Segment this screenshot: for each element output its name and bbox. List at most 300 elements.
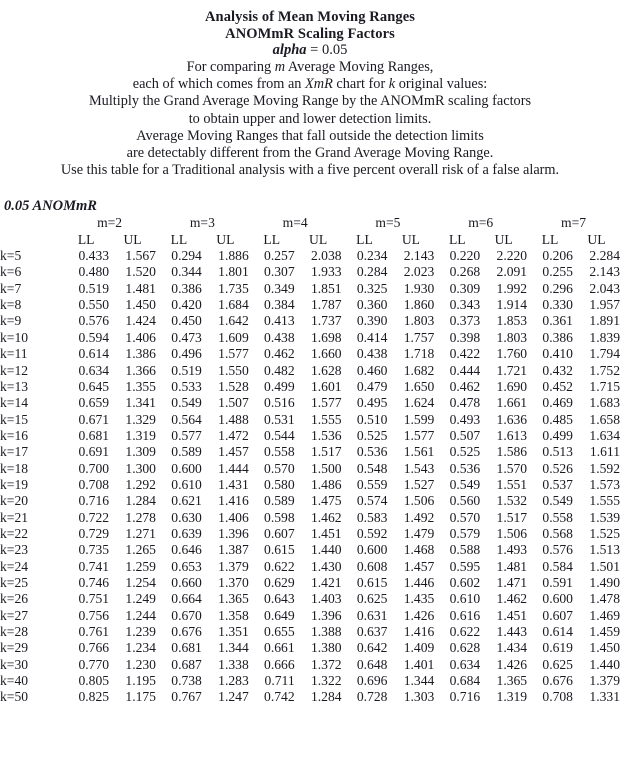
cell-ul-m2: 1.239 [125, 624, 156, 640]
cell-ul-m3: 1.351 [218, 624, 249, 640]
cell-ll-m5: 0.525 [356, 427, 388, 443]
cell-ul-m2: 1.450 [125, 297, 156, 313]
cell-ll-m4: 0.607 [264, 525, 295, 541]
cell-ll-m4: 0.349 [264, 280, 295, 296]
page-subtitle: ANOMmR Scaling Factors [225, 25, 395, 42]
cell-ul-m6: 2.091 [496, 264, 528, 280]
cell-ll-m2: 0.751 [78, 591, 110, 607]
row-label: k=40 [0, 673, 29, 689]
cell-ll-m5: 0.559 [356, 476, 388, 492]
cell-ul-m2: 1.319 [125, 427, 156, 443]
cell-ll-m2: 0.634 [78, 362, 110, 378]
cell-ul-m3: 1.431 [218, 476, 249, 492]
cell-ll-m7: 0.537 [542, 476, 573, 492]
cell-ll-m7: 0.526 [542, 460, 573, 476]
row-label: k=24 [0, 558, 29, 574]
document-header [0, 0, 620, 179]
cell-ul-m3: 1.507 [218, 395, 249, 411]
cell-ll-m2: 0.576 [78, 313, 110, 329]
cell-ul-m3: 1.416 [218, 493, 249, 509]
description-line-2 [0, 76, 620, 93]
sub-header-ll-group-4: LL [356, 231, 373, 247]
alpha-value: = 0.05 [310, 42, 348, 58]
desc-2-symbol-k: k [388, 76, 396, 93]
cell-ll-m4: 0.589 [264, 493, 295, 509]
cell-ul-m5: 1.506 [403, 493, 435, 509]
description-line-1 [0, 59, 620, 76]
cell-ul-m4: 1.462 [310, 509, 342, 525]
cell-ul-m4: 1.430 [310, 558, 342, 574]
cell-ll-m6: 0.579 [449, 525, 481, 541]
cell-ll-m2: 0.480 [78, 264, 110, 280]
cell-ll-m3: 0.600 [171, 460, 202, 476]
cell-ll-m6: 0.462 [449, 378, 481, 394]
cell-ll-m3: 0.549 [171, 395, 202, 411]
cell-ll-m3: 0.738 [171, 673, 202, 689]
cell-ll-m4: 0.711 [264, 673, 295, 689]
cell-ll-m4: 0.516 [264, 395, 295, 411]
row-label: k=27 [0, 607, 29, 623]
sub-header-ll-group-5: LL [448, 231, 466, 247]
cell-ul-m2: 1.406 [125, 329, 156, 345]
cell-ul-m3: 1.379 [218, 558, 249, 574]
cell-ul-m4: 1.601 [310, 378, 342, 394]
cell-ul-m6: 1.690 [496, 378, 528, 394]
table-row [0, 346, 620, 362]
cell-ll-m3: 0.496 [171, 346, 202, 362]
cell-ul-m6: 1.661 [496, 395, 528, 411]
cell-ll-m3: 0.621 [171, 493, 202, 509]
row-label: k=19 [0, 476, 29, 492]
cell-ll-m3: 0.533 [171, 378, 202, 394]
cell-ll-m4: 0.499 [264, 378, 295, 394]
table-row [0, 493, 620, 509]
cell-ul-m6: 1.551 [496, 476, 528, 492]
cell-ul-m2: 1.230 [125, 656, 156, 672]
cell-ul-m5: 1.860 [403, 297, 435, 313]
cell-ul-m3: 1.642 [218, 313, 249, 329]
cell-ul-m7: 1.611 [589, 444, 620, 460]
cell-ul-m7: 1.478 [589, 591, 620, 607]
cell-ul-m3: 1.406 [218, 509, 249, 525]
table-row [0, 689, 620, 705]
cell-ul-m4: 1.380 [310, 640, 342, 656]
cell-ll-m6: 0.398 [449, 329, 481, 345]
cell-ll-m3: 0.630 [171, 509, 202, 525]
cell-ul-m3: 1.396 [218, 525, 249, 541]
cell-ll-m6: 0.560 [449, 493, 481, 509]
cell-ul-m5: 1.344 [403, 673, 435, 689]
cell-ll-m3: 0.386 [171, 280, 202, 296]
cell-ll-m2: 0.681 [78, 427, 110, 443]
cell-ul-m3: 1.457 [218, 444, 249, 460]
cell-ul-m3: 1.370 [218, 574, 249, 590]
cell-ll-m5: 0.284 [356, 264, 388, 280]
cell-ul-m3: 1.387 [218, 542, 249, 558]
cell-ll-m3: 0.420 [171, 297, 202, 313]
cell-ll-m2: 0.716 [78, 493, 110, 509]
desc-2-part-b: chart for [336, 76, 386, 93]
cell-ll-m4: 0.482 [264, 362, 295, 378]
cell-ul-m5: 1.426 [403, 607, 435, 623]
cell-ul-m4: 1.388 [310, 624, 342, 640]
cell-ul-m7: 1.513 [589, 542, 620, 558]
cell-ul-m6: 1.434 [496, 640, 528, 656]
cell-ll-m7: 0.296 [542, 280, 573, 296]
cell-ul-m4: 1.555 [310, 411, 342, 427]
cell-ll-m2: 0.433 [78, 248, 110, 264]
cell-ul-m5: 1.303 [403, 689, 435, 705]
cell-ll-m6: 0.493 [449, 411, 481, 427]
cell-ll-m5: 0.479 [356, 378, 388, 394]
cell-ul-m4: 1.737 [310, 313, 342, 329]
cell-ul-m4: 1.536 [310, 427, 342, 443]
sub-header-ul-group-3: UL [309, 231, 328, 247]
cell-ul-m3: 1.577 [218, 346, 249, 362]
cell-ul-m7: 1.794 [589, 346, 620, 362]
cell-ul-m4: 1.577 [310, 395, 342, 411]
cell-ul-m6: 1.471 [496, 574, 528, 590]
cell-ll-m3: 0.664 [171, 591, 202, 607]
cell-ul-m3: 1.550 [218, 362, 249, 378]
cell-ul-m5: 1.479 [403, 525, 435, 541]
cell-ul-m7: 1.573 [589, 476, 620, 492]
cell-ll-m2: 0.746 [78, 574, 110, 590]
cell-ll-m2: 0.729 [78, 525, 110, 541]
cell-ll-m6: 0.595 [449, 558, 481, 574]
cell-ll-m5: 0.548 [356, 460, 388, 476]
cell-ll-m7: 0.255 [542, 264, 573, 280]
cell-ul-m5: 2.143 [403, 248, 435, 264]
table-row [0, 248, 620, 264]
cell-ll-m5: 0.390 [356, 313, 388, 329]
row-label: k=11 [0, 346, 28, 362]
cell-ll-m7: 0.330 [542, 297, 573, 313]
cell-ul-m4: 1.486 [310, 476, 342, 492]
cell-ll-m2: 0.741 [78, 558, 110, 574]
cell-ll-m5: 0.696 [356, 673, 388, 689]
cell-ul-m5: 1.401 [403, 656, 435, 672]
cell-ul-m5: 1.457 [403, 558, 435, 574]
cell-ul-m3: 1.609 [218, 329, 249, 345]
row-label: k=21 [0, 509, 29, 525]
cell-ul-m7: 1.715 [589, 378, 620, 394]
row-label: k=30 [0, 656, 29, 672]
cell-ul-m4: 1.517 [310, 444, 342, 460]
cell-ll-m4: 0.622 [264, 558, 295, 574]
alpha-label: alpha [272, 42, 307, 58]
cell-ul-m5: 1.468 [403, 542, 435, 558]
sub-header-ll-group-3: LL [263, 231, 280, 247]
cell-ul-m5: 1.492 [403, 509, 435, 525]
cell-ll-m3: 0.670 [171, 607, 202, 623]
sub-header-ul-group-2: UL [216, 231, 235, 247]
cell-ll-m2: 0.735 [78, 542, 110, 558]
cell-ul-m5: 1.543 [403, 460, 435, 476]
cell-ll-m6: 0.616 [449, 607, 481, 623]
table-row [0, 510, 620, 526]
column-group-header-3: m=4 [282, 215, 308, 231]
table-row [0, 657, 620, 673]
cell-ul-m6: 1.914 [496, 297, 528, 313]
cell-ll-m7: 0.607 [542, 607, 573, 623]
row-label: k=17 [0, 444, 29, 460]
cell-ll-m6: 0.622 [449, 624, 481, 640]
table-head [0, 215, 620, 248]
cell-ll-m5: 0.600 [356, 542, 388, 558]
cell-ll-m2: 0.805 [78, 673, 110, 689]
cell-ll-m5: 0.460 [356, 362, 388, 378]
sub-header-ul-group-4: UL [401, 231, 420, 247]
cell-ul-m7: 1.440 [589, 656, 620, 672]
cell-ul-m2: 1.244 [125, 607, 156, 623]
cell-ul-m4: 1.698 [310, 329, 342, 345]
cell-ll-m4: 0.558 [264, 444, 295, 460]
cell-ll-m4: 0.438 [264, 329, 295, 345]
cell-ll-m7: 0.591 [542, 574, 573, 590]
cell-ll-m5: 0.728 [356, 689, 388, 705]
cell-ul-m6: 1.586 [496, 444, 528, 460]
cell-ll-m4: 0.580 [264, 476, 295, 492]
cell-ll-m6: 0.478 [449, 395, 481, 411]
cell-ul-m5: 1.930 [403, 280, 435, 296]
cell-ul-m2: 1.309 [125, 444, 156, 460]
cell-ll-m4: 0.615 [264, 542, 295, 558]
cell-ul-m3: 1.365 [218, 591, 249, 607]
column-group-header-4: m=5 [375, 215, 401, 231]
cell-ll-m2: 0.594 [78, 329, 110, 345]
cell-ll-m7: 0.568 [542, 525, 573, 541]
cell-ll-m6: 0.716 [449, 689, 481, 705]
cell-ll-m6: 0.309 [449, 280, 481, 296]
cell-ll-m6: 0.628 [449, 640, 481, 656]
cell-ul-m3: 1.444 [218, 460, 249, 476]
cell-ul-m2: 1.278 [125, 509, 156, 525]
cell-ul-m6: 1.451 [496, 607, 528, 623]
cell-ul-m2: 1.341 [125, 395, 156, 411]
cell-ul-m7: 1.331 [589, 689, 620, 705]
sub-header-corner-cell [0, 232, 63, 248]
cell-ll-m7: 0.206 [542, 248, 573, 264]
cell-ll-m6: 0.588 [449, 542, 481, 558]
cell-ul-m3: 1.283 [218, 673, 249, 689]
cell-ll-m3: 0.653 [171, 558, 202, 574]
cell-ll-m7: 0.452 [542, 378, 573, 394]
cell-ul-m7: 1.379 [589, 673, 620, 689]
cell-ll-m4: 0.307 [264, 264, 295, 280]
row-label: k=29 [0, 640, 29, 656]
cell-ul-m2: 1.292 [125, 476, 156, 492]
row-label: k=25 [0, 574, 29, 590]
column-group-header-1: m=2 [97, 215, 123, 231]
row-label: k=9 [0, 313, 22, 329]
cell-ul-m4: 1.396 [310, 607, 342, 623]
alpha-line [0, 42, 620, 59]
cell-ul-m4: 1.660 [310, 346, 342, 362]
cell-ll-m2: 0.825 [78, 689, 110, 705]
desc-2-part-a: each of which comes from an [132, 76, 302, 93]
cell-ll-m7: 0.361 [542, 313, 573, 329]
row-label: k=7 [0, 280, 22, 296]
cell-ul-m2: 1.254 [125, 574, 156, 590]
description-line-3: Multiply the Grand Average Moving Range by the ANOMmR scaling factors [88, 93, 532, 110]
cell-ul-m7: 1.490 [589, 574, 620, 590]
column-group-header-2: m=3 [189, 215, 215, 231]
cell-ll-m2: 0.550 [78, 297, 110, 313]
cell-ul-m2: 1.195 [125, 673, 156, 689]
cell-ul-m7: 1.469 [589, 607, 620, 623]
column-group-header-6: m=7 [561, 215, 587, 231]
cell-ul-m7: 1.501 [589, 558, 620, 574]
cell-ul-m2: 1.481 [125, 280, 156, 296]
cell-ll-m7: 0.619 [542, 640, 573, 656]
cell-ul-m5: 2.023 [403, 264, 435, 280]
sub-header-ul-group-5: UL [494, 231, 513, 247]
cell-ll-m6: 0.507 [449, 427, 481, 443]
cell-ul-m4: 1.933 [310, 264, 342, 280]
cell-ul-m3: 1.488 [218, 411, 249, 427]
table-row [0, 542, 620, 558]
cell-ul-m4: 1.421 [310, 574, 342, 590]
cell-ul-m4: 1.403 [310, 591, 342, 607]
table-row [0, 412, 620, 428]
cell-ll-m5: 0.536 [356, 444, 388, 460]
cell-ll-m5: 0.234 [356, 248, 388, 264]
cell-ll-m5: 0.642 [356, 640, 388, 656]
sub-header-ul-group-6: UL [587, 231, 606, 247]
cell-ul-m6: 2.220 [496, 248, 528, 264]
cell-ll-m3: 0.344 [171, 264, 202, 280]
cell-ul-m5: 1.416 [403, 624, 435, 640]
table-row [0, 477, 620, 493]
cell-ul-m7: 1.450 [589, 640, 620, 656]
cell-ul-m5: 1.561 [403, 444, 435, 460]
cell-ul-m5: 1.599 [403, 411, 435, 427]
cell-ul-m2: 1.329 [125, 411, 156, 427]
cell-ul-m5: 1.446 [403, 574, 435, 590]
cell-ll-m4: 0.384 [264, 297, 295, 313]
cell-ul-m2: 1.300 [125, 460, 156, 476]
cell-ul-m6: 1.853 [496, 313, 528, 329]
cell-ll-m5: 0.438 [356, 346, 388, 362]
cell-ul-m4: 1.851 [310, 280, 342, 296]
cell-ll-m7: 0.410 [542, 346, 573, 362]
cell-ul-m5: 1.682 [403, 362, 435, 378]
cell-ll-m5: 0.325 [356, 280, 388, 296]
table-row [0, 313, 620, 329]
cell-ll-m6: 0.549 [449, 476, 481, 492]
table-body [0, 248, 620, 706]
row-label: k=28 [0, 624, 29, 640]
row-label: k=20 [0, 493, 29, 509]
cell-ul-m2: 1.366 [125, 362, 156, 378]
cell-ul-m6: 1.493 [496, 542, 528, 558]
cell-ul-m4: 2.038 [310, 248, 342, 264]
table-row [0, 591, 620, 607]
cell-ul-m7: 1.683 [589, 395, 620, 411]
cell-ul-m6: 1.532 [496, 493, 528, 509]
page-title: Analysis of Mean Moving Ranges [204, 9, 416, 25]
cell-ul-m7: 1.525 [589, 525, 620, 541]
desc-2-symbol-xmr: XmR [305, 76, 333, 93]
cell-ul-m7: 1.658 [589, 411, 620, 427]
table-row [0, 330, 620, 346]
cell-ll-m4: 0.257 [264, 248, 295, 264]
cell-ul-m6: 1.506 [496, 525, 528, 541]
cell-ul-m3: 1.344 [218, 640, 249, 656]
cell-ll-m3: 0.589 [171, 444, 202, 460]
cell-ul-m6: 1.760 [496, 346, 528, 362]
cell-ul-m5: 1.409 [403, 640, 435, 656]
row-label: k=16 [0, 427, 29, 443]
cell-ll-m7: 0.576 [542, 542, 573, 558]
row-label: k=10 [0, 329, 29, 345]
sub-header-ll-group-6: LL [541, 231, 559, 247]
anommr-factors-table [0, 215, 620, 705]
cell-ul-m2: 1.355 [125, 378, 156, 394]
cell-ul-m6: 1.570 [496, 460, 528, 476]
cell-ll-m3: 0.639 [171, 525, 202, 541]
cell-ul-m7: 2.284 [589, 248, 620, 264]
cell-ll-m5: 0.360 [356, 297, 388, 313]
cell-ll-m6: 0.373 [449, 313, 481, 329]
cell-ul-m7: 1.839 [589, 329, 620, 345]
table-row [0, 444, 620, 460]
cell-ll-m7: 0.614 [542, 624, 573, 640]
cell-ul-m3: 1.801 [218, 264, 249, 280]
cell-ll-m2: 0.671 [78, 411, 110, 427]
cell-ul-m5: 1.624 [403, 395, 435, 411]
cell-ll-m6: 0.343 [449, 297, 481, 313]
cell-ll-m4: 0.655 [264, 624, 295, 640]
table-row [0, 526, 620, 542]
cell-ll-m7: 0.469 [542, 395, 573, 411]
cell-ll-m4: 0.629 [264, 574, 295, 590]
cell-ul-m7: 1.555 [589, 493, 620, 509]
cell-ul-m6: 1.613 [496, 427, 528, 443]
cell-ll-m3: 0.294 [171, 248, 202, 264]
table-row [0, 608, 620, 624]
row-label: k=8 [0, 297, 22, 313]
cell-ll-m5: 0.637 [356, 624, 388, 640]
cell-ul-m4: 1.787 [310, 297, 342, 313]
cell-ll-m2: 0.691 [78, 444, 110, 460]
description-line-4: to obtain upper and lower detection limits. [188, 110, 432, 127]
column-group-header-5: m=6 [468, 215, 494, 231]
cell-ul-m6: 1.721 [496, 362, 528, 378]
row-label: k=12 [0, 362, 29, 378]
cell-ul-m3: 1.358 [218, 607, 249, 623]
cell-ul-m5: 1.803 [403, 313, 435, 329]
row-label: k=22 [0, 525, 29, 541]
cell-ll-m4: 0.598 [264, 509, 295, 525]
table-row [0, 297, 620, 313]
cell-ll-m4: 0.462 [264, 346, 295, 362]
description-line-7: Use this table for a Traditional analysis with a five percent overall risk of a false alarm. [60, 162, 560, 179]
cell-ll-m6: 0.268 [449, 264, 481, 280]
cell-ll-m3: 0.473 [171, 329, 202, 345]
row-label: k=50 [0, 689, 29, 705]
table-row [0, 640, 620, 656]
cell-ul-m7: 1.539 [589, 509, 620, 525]
cell-ll-m2: 0.659 [78, 395, 110, 411]
cell-ll-m2: 0.519 [78, 280, 110, 296]
cell-ll-m5: 0.608 [356, 558, 388, 574]
cell-ul-m3: 1.472 [218, 427, 249, 443]
cell-ll-m3: 0.767 [171, 689, 202, 705]
cell-ul-m2: 1.259 [125, 558, 156, 574]
group-header-row [0, 215, 620, 231]
